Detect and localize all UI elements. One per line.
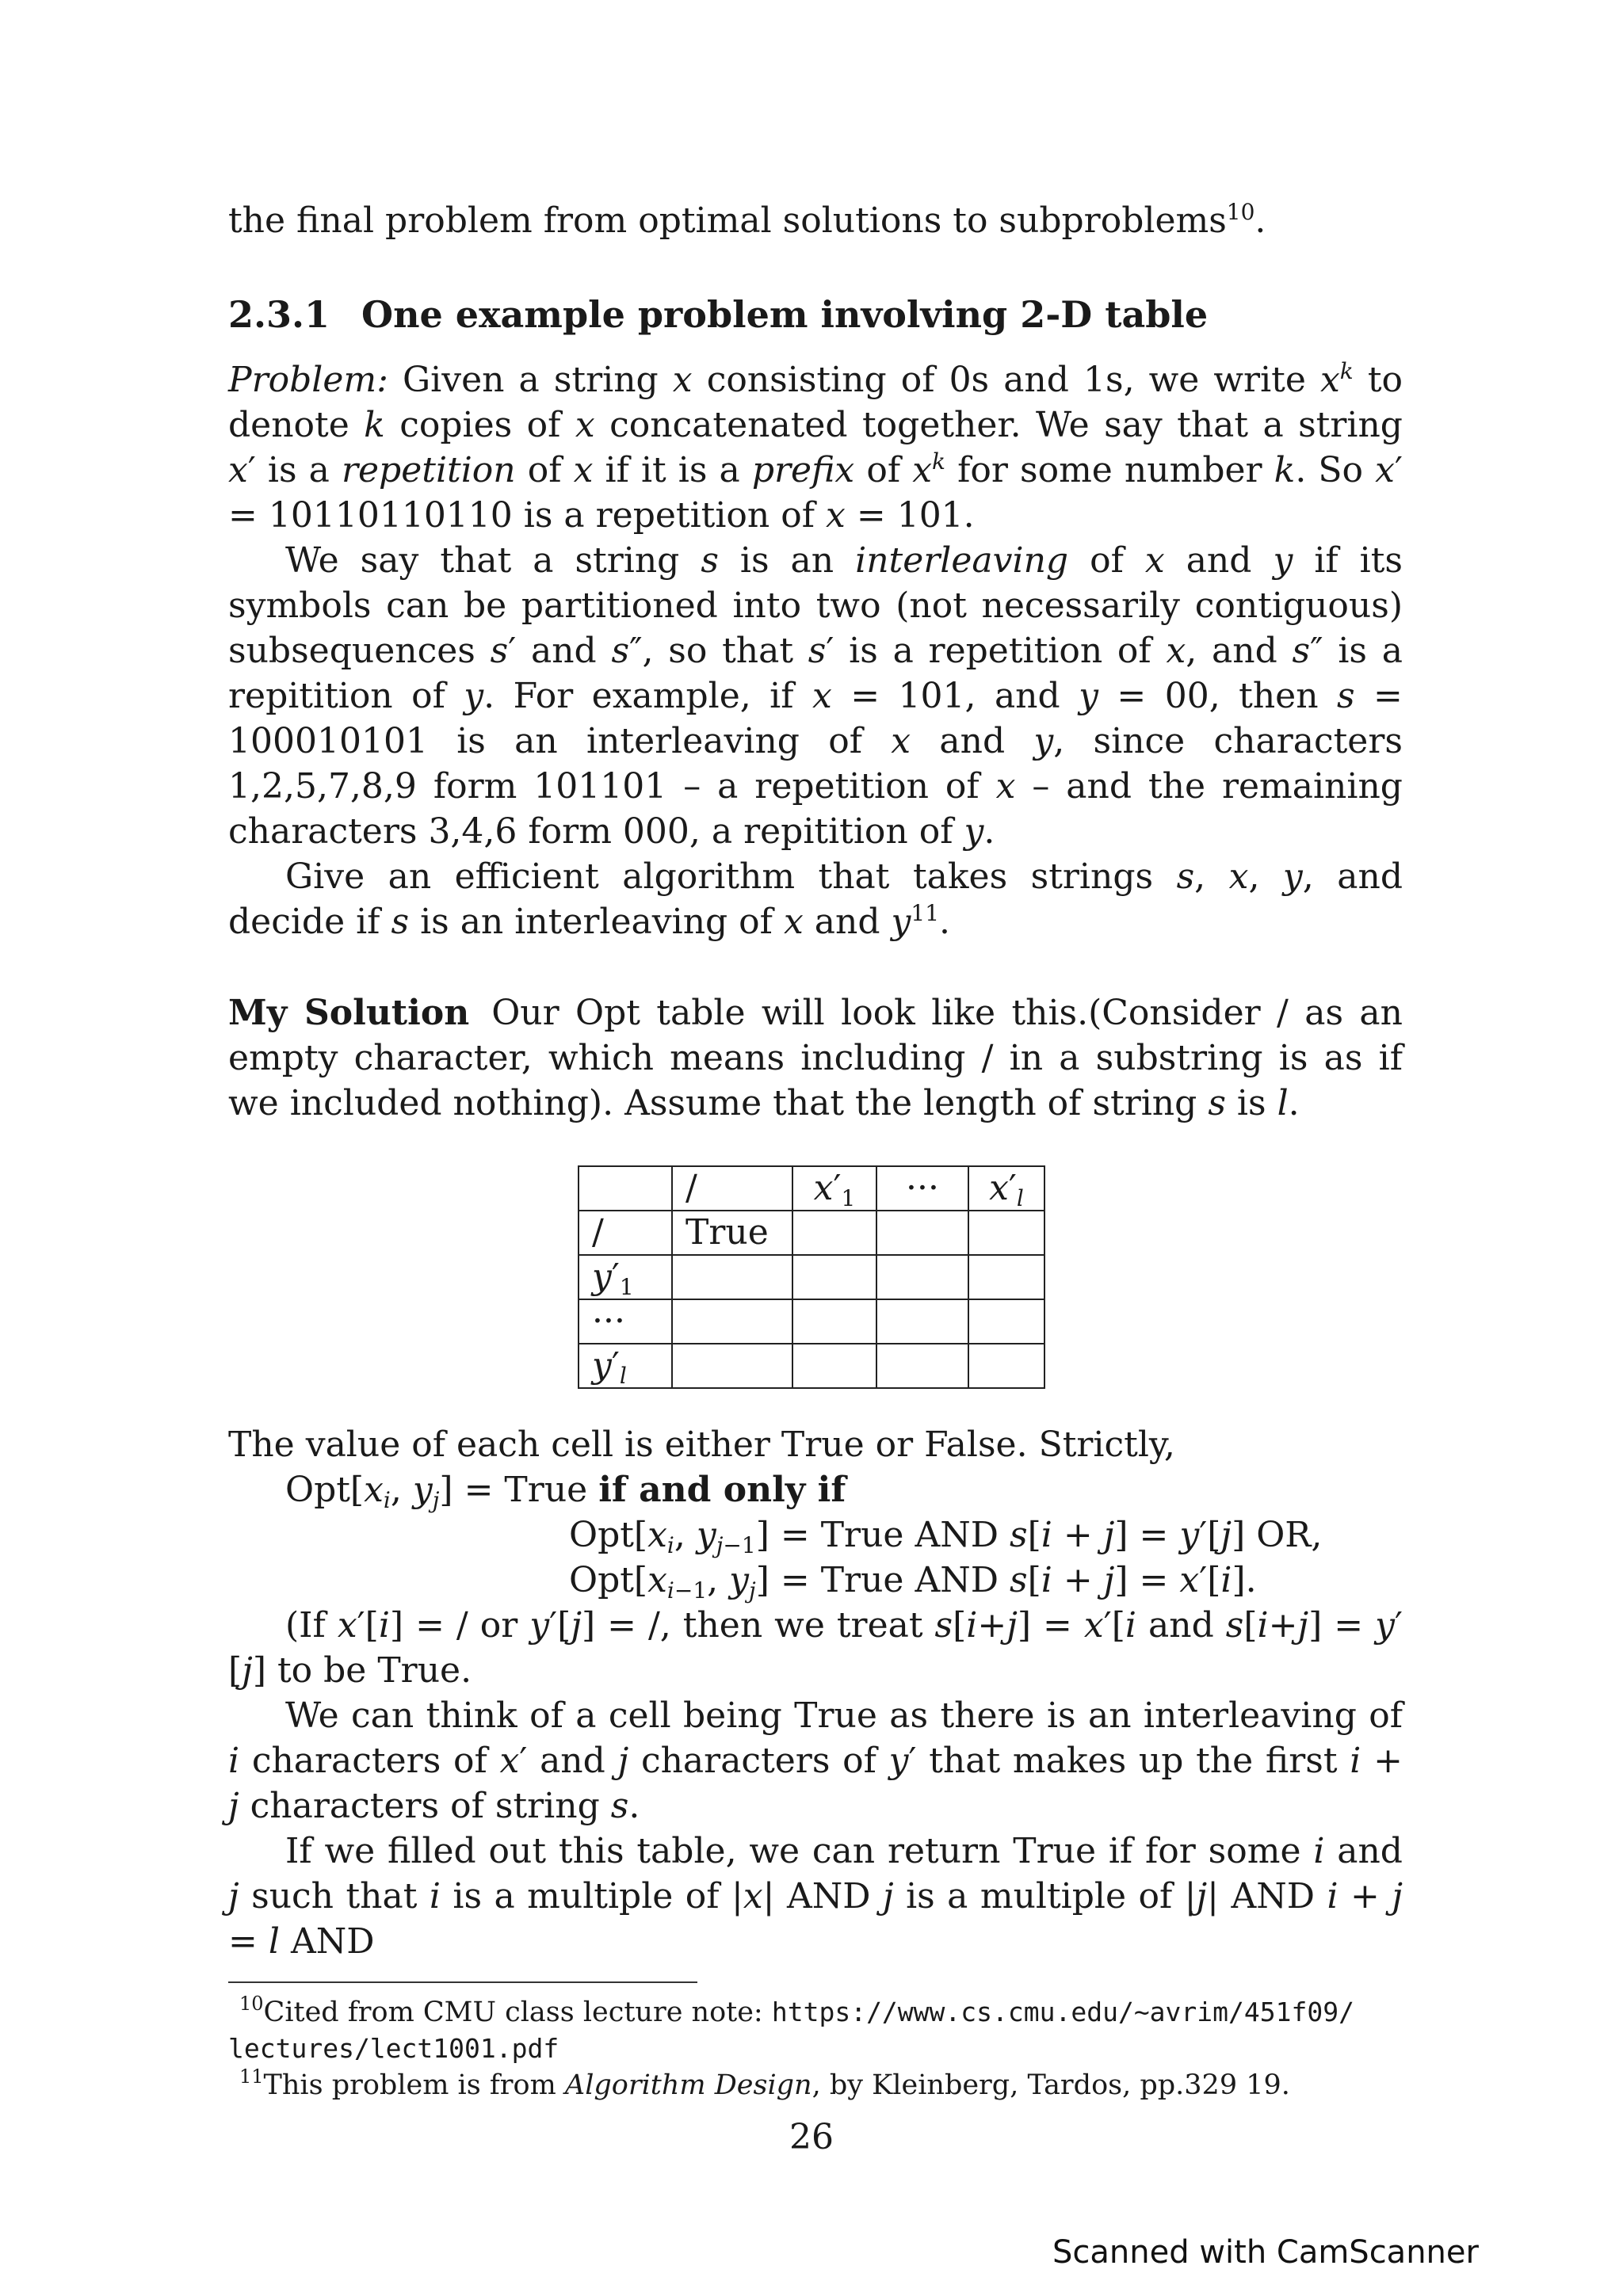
table-cell [792,1255,876,1299]
table-cell [876,1299,968,1344]
return-condition-paragraph: If we filled out this table, we can return True if for some i and j such that i is a multiple of |x| AND j is a multiple of |j| AND i + j = l AND [228,1831,1403,1962]
recurrence-condition-1: $Opt[x_i$, $y_{j-1}$] = True AND s[i + j] = y′[j] OR, [569,1515,1323,1558]
section-number: 2.3.1 [228,293,330,336]
table-cell [792,1211,876,1255]
table-header-cell: ··· [876,1166,968,1211]
table-cell [672,1255,792,1299]
table-cell [968,1255,1044,1299]
problem-label: Problem: [228,360,388,400]
table-row [579,1299,1044,1344]
footnote-ref-11[interactable]: 11 [911,900,940,926]
footnote-ref-10[interactable]: 10 [1226,199,1255,225]
cell-value-sentence: The value of each cell is either True or False. Strictly, [228,1425,1175,1465]
table-cell [792,1299,876,1344]
opt-table [578,1165,1045,1389]
problem-paragraph-1: Problem: Given a string x consisting of 0s and 1s, we write $x^k$ to denote k copies of x concatenated together. We say that a string x′ is a repetition of x if it is a prefix of $x^k$ for some number k. So x′ = 10110110110 is a repetition of x = 101. [228,358,1403,536]
recurrence-condition-2: $Opt[x_{i-1}$, $y_j$] = True AND s[i + j] = x′[i]. [569,1560,1257,1604]
table-cell [672,1299,792,1344]
table-header-cell: / [672,1166,792,1211]
intro-line: the final problem from optimal solutions to subproblems$^{10}$. [228,199,1266,241]
section-heading [228,291,1403,338]
footnote-divider [228,1981,697,1983]
footnote-10: $^{10}$Cited from CMU class lecture note: https://www.cs.cmu.edu/~avrim/451f09/ lectures/lect1001.pdf [228,1993,1354,2064]
recurrence-line: $Opt[x_i$, $y_j$] = True if and only if [285,1470,846,1513]
problem-paragraph-2: We say that a string s is an interleaving of x and y if its symbols can be partitioned into two (not necessarily contiguous) subsequences s′ and s″, so that s′ is a repetition of x, and s″ is a repitition of y. For example, if x = 101, and y = 00, then s = 100010101 is an interleaving of x and y, since characters 1,2,5,7,8,9 form 101101 – a repetition of x – and the remaining characters 3,4,6 form 000, a repitition of y. [228,540,1403,852]
footnote-url[interactable]: https://www.cs.cmu.edu/~avrim/451f09/ [771,1997,1354,2027]
table-cell [672,1344,792,1388]
table-row-label: $y'_l$ [579,1344,672,1388]
table-cell [792,1344,876,1388]
table-row-label: $y'_1$ [579,1255,672,1299]
table-cell [876,1211,968,1255]
table-row [579,1255,1044,1299]
table-cell [579,1166,672,1211]
solution-paragraph: My Solution Our Opt table will look like this.(Consider / as an empty character, which means including / in a substring is as if we included nothing). Assume that the length of string s is l. [228,993,1403,1123]
page-number: 26 [789,2117,834,2157]
table-row [579,1211,1044,1255]
camscanner-watermark: Scanned with CamScanner [1052,2234,1479,2271]
table-cell [968,1299,1044,1344]
table-row-label: ··· [579,1299,672,1344]
table-header-cell: $x'_1$ [792,1166,876,1211]
footnote-url-cont[interactable]: lectures/lect1001.pdf [228,2033,559,2064]
empty-char-note: (If x′[i] = / or y′[j] = /, then we treat s[i+j] = x′[i and s[i+j] = y′[j] to be True. [228,1605,1403,1691]
page-content [228,198,1403,2103]
table-cell [876,1344,968,1388]
section-title: One example problem involving 2-D table [361,293,1209,336]
interpretation-paragraph: We can think of a cell being True as there is an interleaving of i characters of x′ and j characters of y′ that makes up the first i + j characters of string s. [228,1695,1403,1826]
footnote-11: $^{11}$This problem is from Algorithm Design, by Kleinberg, Tardos, pp.329 19. [239,2065,1290,2101]
table-cell [968,1211,1044,1255]
problem-paragraph-3: Give an efficient algorithm that takes strings s, x, y, and decide if s is an interleaving of x and $y^{11}$. [228,856,1403,942]
table-cell [968,1344,1044,1388]
table-row-label: / [579,1211,672,1255]
table-cell [876,1255,968,1299]
table-row [579,1344,1044,1388]
table-header-row [579,1166,1044,1211]
table-header-cell: $x'_l$ [968,1166,1044,1211]
table-cell: True [672,1211,792,1255]
solution-heading: My Solution [228,993,470,1033]
